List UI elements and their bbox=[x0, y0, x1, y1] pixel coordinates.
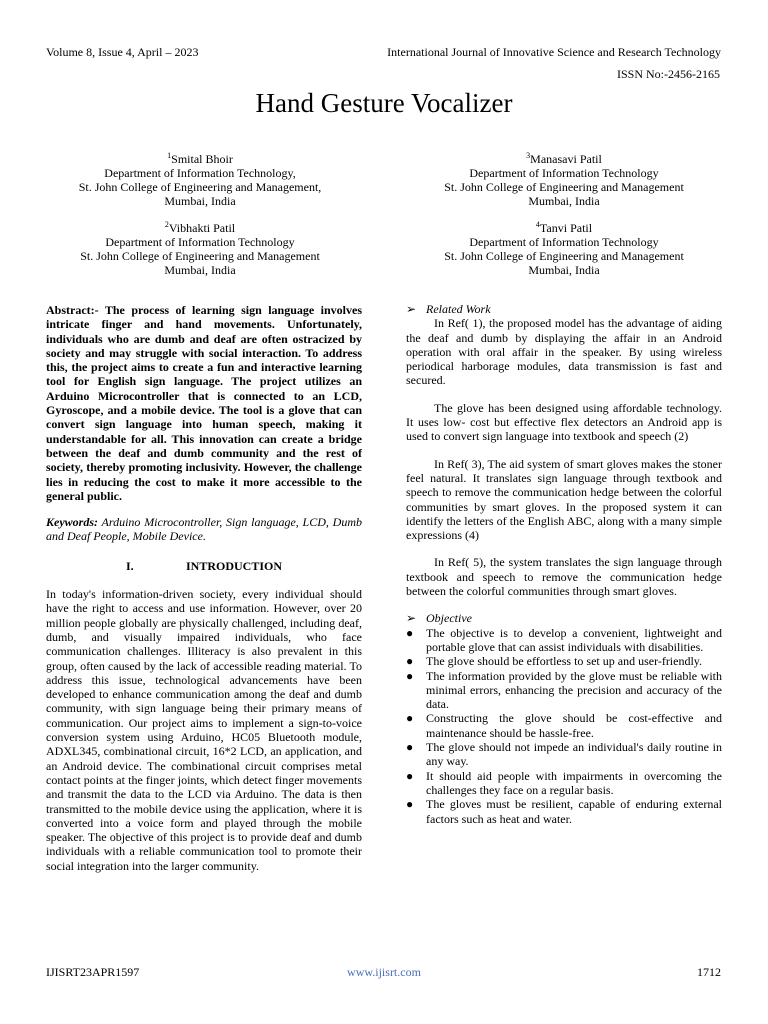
author-city: Mumbai, India bbox=[164, 263, 236, 277]
list-item: ● The objective is to develop a convenient, lightweight and portable glove that can assist individuals with disabilities. bbox=[406, 625, 722, 654]
left-column bbox=[46, 303, 362, 873]
bullet-icon: ● bbox=[406, 668, 414, 683]
author-name: $^1$Smital Bhoir bbox=[167, 151, 233, 166]
related-work-paragraph: In Ref( 1), the proposed model has the advantage of aiding the deaf and dumb by displaying the affair in an Android operation with oral affair in the speaker. By using wireless periodical harborage modules, data transmission is fast and secured. bbox=[406, 316, 722, 388]
author-college: St. John College of Engineering and Management, bbox=[78, 180, 322, 194]
issn: ISSN No:-2456-2165 bbox=[616, 67, 720, 81]
bullet-icon: ● bbox=[406, 711, 414, 726]
keywords-text: Arduino Microcontroller, Sign language, LCD, Dumb and Deaf People, Mobile Device. bbox=[46, 515, 362, 544]
related-work-paragraph: In Ref( 5), the system translates the sign language through textbook and speech to remove the communication hedge between the colorful communities through smart gloves. bbox=[406, 555, 722, 599]
author-college: St. John College of Engineering and Management bbox=[444, 249, 684, 263]
right-column bbox=[406, 302, 722, 826]
paper-id: IJISRT23APR1597 bbox=[46, 965, 140, 979]
subheading-objective bbox=[406, 611, 722, 625]
page-number: 1712 bbox=[697, 965, 721, 979]
journal-name: International Journal of Innovative Science and Research Technology bbox=[387, 45, 721, 59]
bullet-icon: ● bbox=[406, 654, 414, 669]
volume-info: Volume 8, Issue 4, April – 2023 bbox=[46, 45, 199, 59]
author-city: Mumbai, India bbox=[528, 263, 600, 277]
author-name: $^2$Vibhakti Patil bbox=[164, 220, 236, 235]
list-item: ● The gloves must be resilient, capable of enduring external factors such as heat and water. bbox=[406, 797, 722, 826]
author-college: St. John College of Engineering and Management bbox=[444, 180, 684, 194]
related-work-paragraph: The glove has been designed using affordable technology. It uses low- cost but effective flex detectors an Android app is used to convert sign language into textbook and speech (2) bbox=[406, 400, 722, 444]
list-item: ● It should aid people with impairments in overcoming the challenges they face on a regular basis. bbox=[406, 768, 722, 797]
section-number: I. bbox=[125, 558, 134, 573]
bullet-icon: ● bbox=[406, 740, 414, 755]
author-block-4 bbox=[394, 218, 734, 277]
list-item: ● The information provided by the glove must be reliable with minimal errors, enhancing the precision and accuracy of the data. bbox=[406, 668, 722, 712]
subheading-label: Related Work bbox=[426, 302, 491, 316]
author-block-3 bbox=[394, 149, 734, 208]
keywords-label: Keywords: bbox=[46, 515, 98, 530]
arrow-bullet-icon: ➢ bbox=[406, 302, 417, 316]
author-college: St. John College of Engineering and Management bbox=[80, 249, 320, 263]
list-item: ● Constructing the glove should be cost-effective and maintenance should be hassle-free. bbox=[406, 711, 722, 740]
objective-list bbox=[406, 626, 722, 826]
paper-title: Hand Gesture Vocalizer bbox=[255, 88, 513, 118]
author-name: $^3$Manasavi Patil bbox=[526, 151, 602, 166]
keywords bbox=[46, 515, 362, 544]
section-heading-introduction bbox=[46, 559, 362, 573]
author-dept: Department of Information Technology bbox=[469, 235, 659, 249]
bullet-icon: ● bbox=[406, 625, 414, 640]
list-item: ● The glove should be effortless to set up and user-friendly. bbox=[406, 654, 703, 669]
abstract: Abstract:- The process of learning sign language involves intricate finger and hand movements. Unfortunately, individuals who are dumb and deaf are often ostracized by society and may struggle with social interaction. To address this, the project aims to create a fun and interactive learning tool for English sign language. The project utilizes an Arduino Microcontroller that is connected to an LCD, Gyroscope, and a mobile device. The tool is a glove that can convert sign language into human speech, making it understandable for all. This innovation can create a bridge between the deaf and dumb community and the rest of society, thereby promoting inclusivity. However, the challenge lies in reducing the cost to make it more accessible to the general public. bbox=[46, 303, 362, 503]
related-work-paragraph: In Ref( 3), The aid system of smart gloves makes the stoner feel natural. It translates sign language through textbook and speech to remove the communication hedge between the colorful communities by smart gloves. In the proposed system it can identify the letters of the English ABC, along with a many simple expressions (4) bbox=[406, 456, 722, 543]
journal-url-link[interactable]: www.ijisrt.com bbox=[347, 965, 421, 979]
author-name: $^4$Tanvi Patil bbox=[535, 220, 593, 235]
section-title: INTRODUCTION bbox=[185, 558, 282, 573]
subheading-related-work bbox=[406, 302, 722, 316]
author-city: Mumbai, India bbox=[528, 194, 600, 208]
bullet-icon: ● bbox=[406, 797, 414, 812]
author-dept: Department of Information Technology, bbox=[104, 166, 296, 180]
author-block-2 bbox=[30, 218, 370, 277]
author-dept: Department of Information Technology bbox=[105, 235, 295, 249]
subheading-label: Objective bbox=[426, 611, 472, 626]
introduction-text: In today's information-driven society, every individual should have the right to access and use information. However, over 20 million people globally are physically challenged, including deaf, dumb, and visually impaired individuals, who face communication challenges. Illiteracy is also prevalent in this group, often caused by the lack of accessible reading material. To address this issue, technological advancements have been developed to enhance communication among the deaf and dumb community, with sign language being their primary means of communication. Our project aims to implement a sign-to-voice conversion system using Arduino, HC05 Bluetooth module, ADXL345, combinational circuit, 16*2 LCD, an application, and an Android device. The combinational circuit comprises metal contact points at the finger joints, which detect finger movements and transmit the data to the LCD via Arduino. The data is then transmitted to the mobile device using the application, where it is converted into a voice form and played through the mobile speaker. The objective of this project is to provide deaf and dumb individuals with a reliable communication tool to promote their social integration into the larger community. bbox=[46, 587, 362, 873]
author-city: Mumbai, India bbox=[164, 194, 236, 208]
bullet-icon: ● bbox=[406, 768, 414, 783]
list-item: ● The glove should not impede an individual's daily routine in any way. bbox=[406, 740, 722, 769]
author-dept: Department of Information Technology bbox=[469, 166, 659, 180]
author-block-1 bbox=[30, 149, 370, 208]
arrow-bullet-icon: ➢ bbox=[406, 611, 417, 626]
